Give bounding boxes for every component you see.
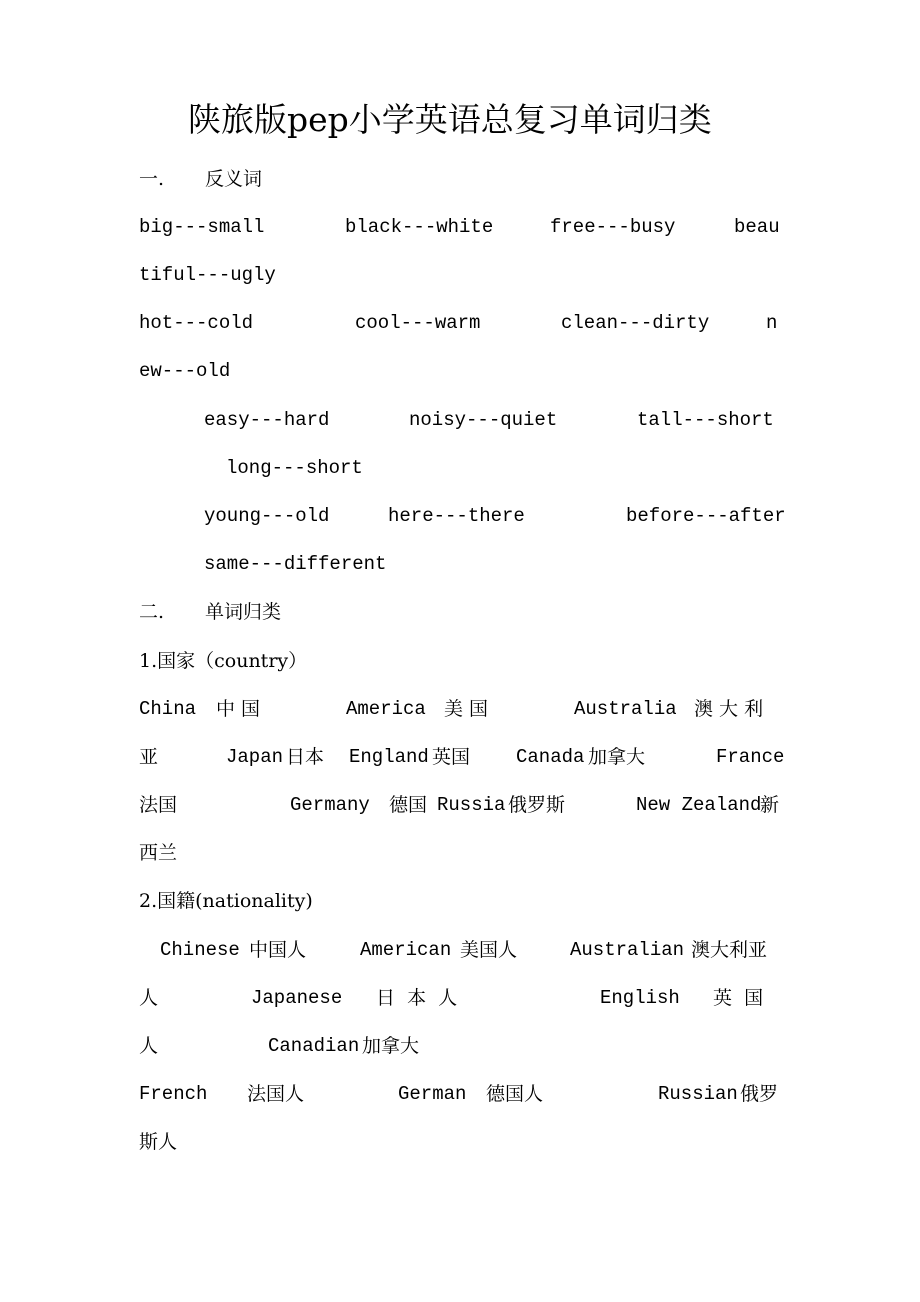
antonym-pair: free---busy [550,216,676,238]
country-chinese: 俄罗斯 [508,794,566,816]
nationality-english: Chinese [160,939,240,961]
antonym-pair: n [766,312,778,334]
nationality-english: French [139,1083,208,1105]
country-english: France [716,746,785,768]
country-english: Germany [290,794,370,816]
country-chinese: 日本 [286,746,325,768]
antonym-pair: tall---short [637,409,774,431]
country-english: England [349,746,429,768]
nationality-chinese: 俄罗 [740,1083,779,1105]
nationality-english: Japanese [251,987,343,1009]
nationality-chinese: 日 本 人 [376,987,458,1009]
country-chinese: 新 [760,794,780,816]
antonym-pair: long---short [226,457,363,479]
country-chinese: 西兰 [139,842,178,864]
nationality-chinese: 中国人 [249,939,307,961]
country-english: Australia [574,698,677,720]
antonym-pair: before---after [626,505,786,527]
antonym-pair: easy---hard [204,409,330,431]
antonym-pair: ew---old [139,360,231,382]
nationality-english: English [600,987,680,1009]
antonym-pair: beau [734,216,780,238]
antonym-pair: noisy---quiet [409,409,558,431]
nationality-chinese: 美国人 [460,939,518,961]
document-title: 陕旅版pep小学英语总复习单词归类 [188,100,712,139]
nationality-chinese: 人 [139,987,159,1009]
country-chinese: 中 国 [216,698,261,720]
country-chinese: 亚 [139,746,159,768]
antonym-pair: big---small [139,216,265,238]
country-chinese: 澳 大 利 [694,698,764,720]
country-heading: 1.国家（country） [139,650,308,672]
country-english: Russia [437,794,506,816]
country-chinese: 加拿大 [588,746,646,768]
country-chinese: 德国 [389,794,428,816]
country-chinese: 法国 [139,794,178,816]
nationality-chinese: 德国人 [486,1083,544,1105]
country-english: New Zealand [636,794,762,816]
antonym-pair: cool---warm [355,312,481,334]
nationality-english: American [360,939,452,961]
nationality-chinese: 澳大利亚 [691,939,768,961]
section-2-number: 二. [139,601,165,623]
antonym-pair: same---different [204,553,387,575]
antonym-pair: black---white [345,216,494,238]
nationality-chinese: 法国人 [247,1083,305,1105]
antonym-pair: young---old [204,505,330,527]
country-english: America [346,698,426,720]
antonym-pair: here---there [388,505,525,527]
section-2-heading: 单词归类 [205,601,282,623]
section-1-heading: 反义词 [205,168,263,190]
nationality-chinese: 加拿大 [362,1035,420,1057]
antonym-pair: hot---cold [139,312,254,334]
nationality-english: Russian [658,1083,738,1105]
nationality-chinese: 人 [139,1035,159,1057]
nationality-heading: 2.国籍(nationality) [139,890,313,912]
country-chinese: 美 国 [444,698,489,720]
nationality-chinese: 斯人 [139,1131,178,1153]
country-english: Canada [516,746,585,768]
nationality-english: German [398,1083,467,1105]
nationality-chinese: 英 国 [713,987,764,1009]
antonym-pair: tiful---ugly [139,264,276,286]
nationality-english: Canadian [268,1035,360,1057]
nationality-english: Australian [570,939,685,961]
country-english: Japan [226,746,284,768]
country-english: China [139,698,197,720]
country-chinese: 英国 [432,746,471,768]
section-1-number: 一. [139,168,165,190]
antonym-pair: clean---dirty [561,312,710,334]
